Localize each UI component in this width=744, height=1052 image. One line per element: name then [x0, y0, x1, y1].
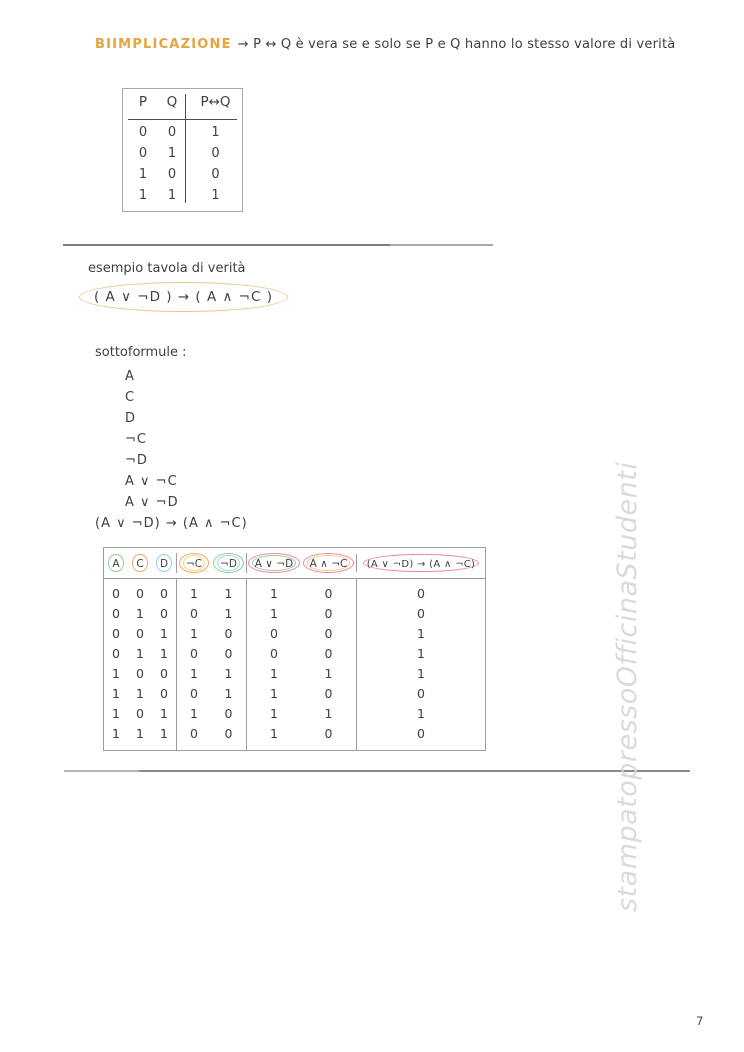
table-row [123, 164, 242, 185]
column-header-cell [301, 553, 356, 573]
truth-value: 1 [224, 666, 233, 681]
truth-value: 0 [176, 724, 211, 750]
biimplication-truth-table [122, 88, 243, 212]
truth-value: 0 [176, 644, 211, 664]
column-label: ¬D [220, 557, 237, 570]
truth-value: 0 [224, 706, 233, 721]
title-highlight: BIIMPLICAZIONE [95, 37, 232, 52]
truth-value: 0 [356, 604, 485, 624]
truth-value: 1 [246, 704, 301, 724]
header-ellipse [156, 554, 172, 572]
table-row [104, 604, 485, 624]
header-ellipse [248, 553, 300, 573]
table-row [123, 185, 242, 206]
header-ellipse [108, 554, 123, 572]
table-header-row [104, 548, 485, 579]
truth-value: 0 [136, 706, 144, 721]
table-row [104, 579, 485, 604]
truth-value: 1 [211, 125, 220, 140]
column-label: C [136, 557, 144, 570]
subformulas-list [95, 366, 248, 534]
truth-value: 0 [324, 646, 333, 661]
truth-value: 0 [224, 726, 233, 741]
truth-value: 1 [246, 579, 301, 604]
truth-value: 1 [160, 646, 168, 661]
truth-value: 1 [160, 626, 168, 641]
column-label: A ∨ ¬D [254, 557, 294, 570]
subformula-item: C [125, 390, 136, 405]
table-row [123, 143, 242, 164]
truth-value: 1 [176, 624, 211, 644]
truth-value: 0 [356, 579, 485, 604]
truth-value: 0 [160, 666, 168, 681]
title-text: → P ↔ Q è vera se e solo se P e Q hanno lo stesso valore di verità [237, 37, 676, 52]
column-header: P↔Q [200, 94, 231, 110]
example-formula-circled [79, 282, 288, 312]
truth-value: 1 [160, 726, 168, 741]
truth-value: 1 [224, 686, 233, 701]
column-label: A [112, 557, 120, 570]
truth-value: 0 [167, 125, 177, 140]
column-header-cell [176, 553, 211, 573]
example-formula: ( A ∨ ¬D ) → ( A ∧ ¬C ) [94, 289, 273, 305]
column-header-cell [104, 554, 128, 572]
truth-value: 1 [356, 624, 485, 644]
truth-value: 1 [167, 146, 177, 161]
truth-value: 1 [176, 704, 211, 724]
column-header-cell [356, 554, 485, 573]
column-header: P [138, 94, 148, 110]
truth-value: 0 [112, 646, 120, 661]
truth-value: 0 [246, 644, 301, 664]
truth-value: 1 [246, 724, 301, 750]
truth-value: 0 [138, 125, 148, 140]
table-row [123, 122, 242, 143]
table-vertical-rule [185, 94, 186, 203]
subformulas-label: sottoformule : [95, 345, 187, 360]
header-ellipse [183, 555, 205, 571]
truth-value: 0 [112, 606, 120, 621]
truth-value: 0 [324, 626, 333, 641]
subformula-item: A ∨ ¬D [125, 495, 179, 510]
truth-value: 1 [176, 579, 211, 604]
header-ellipse [217, 555, 240, 571]
table-row [104, 664, 485, 684]
truth-value: 1 [176, 664, 211, 684]
truth-value: 0 [224, 646, 233, 661]
truth-value: 1 [356, 704, 485, 724]
truth-value: 0 [167, 167, 177, 182]
table-row [104, 644, 485, 664]
column-label: (A ∨ ¬D) → (A ∧ ¬C) [366, 558, 476, 570]
table-header-row [123, 89, 242, 117]
header-ellipse [179, 553, 209, 573]
column-label: ¬C [185, 557, 203, 570]
subformula-item: A [125, 369, 135, 384]
truth-value: 0 [324, 686, 333, 701]
truth-value: 1 [138, 167, 148, 182]
column-header-cell [128, 554, 152, 572]
truth-value: 1 [136, 646, 144, 661]
page-number: 7 [696, 1014, 704, 1028]
separator-line [63, 244, 493, 246]
truth-value: 1 [136, 686, 144, 701]
header-ellipse [132, 554, 147, 572]
example-label: esempio tavola di verità [88, 261, 246, 276]
truth-value: 1 [112, 686, 120, 701]
header-ellipse [213, 553, 244, 573]
truth-value: 0 [324, 726, 333, 741]
subformula-item: D [125, 411, 137, 426]
column-label: D [159, 557, 169, 570]
truth-value: 0 [176, 684, 211, 704]
truth-value: 0 [160, 686, 168, 701]
truth-value: 1 [324, 706, 333, 721]
header-ellipse [307, 555, 351, 571]
truth-value: 0 [224, 626, 233, 641]
truth-value: 0 [211, 167, 220, 182]
subformula-item: ¬C [125, 432, 147, 447]
truth-value: 1 [224, 586, 233, 601]
truth-value: 1 [246, 664, 301, 684]
truth-value: 0 [324, 586, 333, 601]
example-truth-table [103, 547, 486, 751]
truth-value: 1 [356, 664, 485, 684]
column-header-cell [152, 554, 176, 572]
page-title [95, 37, 695, 52]
truth-value: 1 [246, 604, 301, 624]
table-row [104, 684, 485, 704]
header-ellipse [363, 554, 480, 573]
column-header-cell [246, 553, 301, 573]
truth-value: 0 [356, 684, 485, 704]
truth-value: 1 [324, 666, 333, 681]
truth-value: 0 [324, 606, 333, 621]
truth-value: 1 [136, 726, 144, 741]
truth-value: 0 [112, 586, 120, 601]
truth-value: 0 [136, 626, 144, 641]
truth-value: 1 [112, 706, 120, 721]
truth-value: 1 [112, 726, 120, 741]
truth-value: 0 [211, 146, 220, 161]
truth-value: 1 [160, 706, 168, 721]
subformula-item: A ∨ ¬C [125, 474, 178, 489]
table-row [104, 624, 485, 644]
header-ellipse [303, 553, 355, 573]
truth-value: 1 [211, 188, 220, 203]
column-header-cell [211, 553, 246, 573]
separator-line [64, 770, 690, 772]
truth-value: 1 [246, 684, 301, 704]
truth-value: 1 [167, 188, 177, 203]
truth-value: 1 [136, 606, 144, 621]
header-ellipse [252, 555, 296, 571]
table-row [104, 724, 485, 750]
truth-value: 0 [136, 586, 144, 601]
watermark-text: stampatopressoOfficinaStudenti [612, 461, 643, 912]
subformula-item: ¬D [125, 453, 148, 468]
truth-value: 1 [112, 666, 120, 681]
truth-value: 0 [356, 724, 485, 750]
table-header-rule [128, 119, 237, 120]
column-header: Q [166, 94, 178, 110]
truth-value: 0 [112, 626, 120, 641]
truth-value: 0 [160, 606, 168, 621]
truth-value: 1 [356, 644, 485, 664]
truth-value: 0 [246, 624, 301, 644]
column-label: A ∧ ¬C [309, 557, 348, 570]
truth-value: 0 [138, 146, 148, 161]
truth-value: 0 [160, 586, 168, 601]
table-row [104, 704, 485, 724]
truth-value: 0 [176, 604, 211, 624]
truth-value: 1 [224, 606, 233, 621]
truth-value: 1 [138, 188, 148, 203]
truth-value: 0 [136, 666, 144, 681]
subformula-item: (A ∨ ¬D) → (A ∧ ¬C) [95, 516, 248, 531]
